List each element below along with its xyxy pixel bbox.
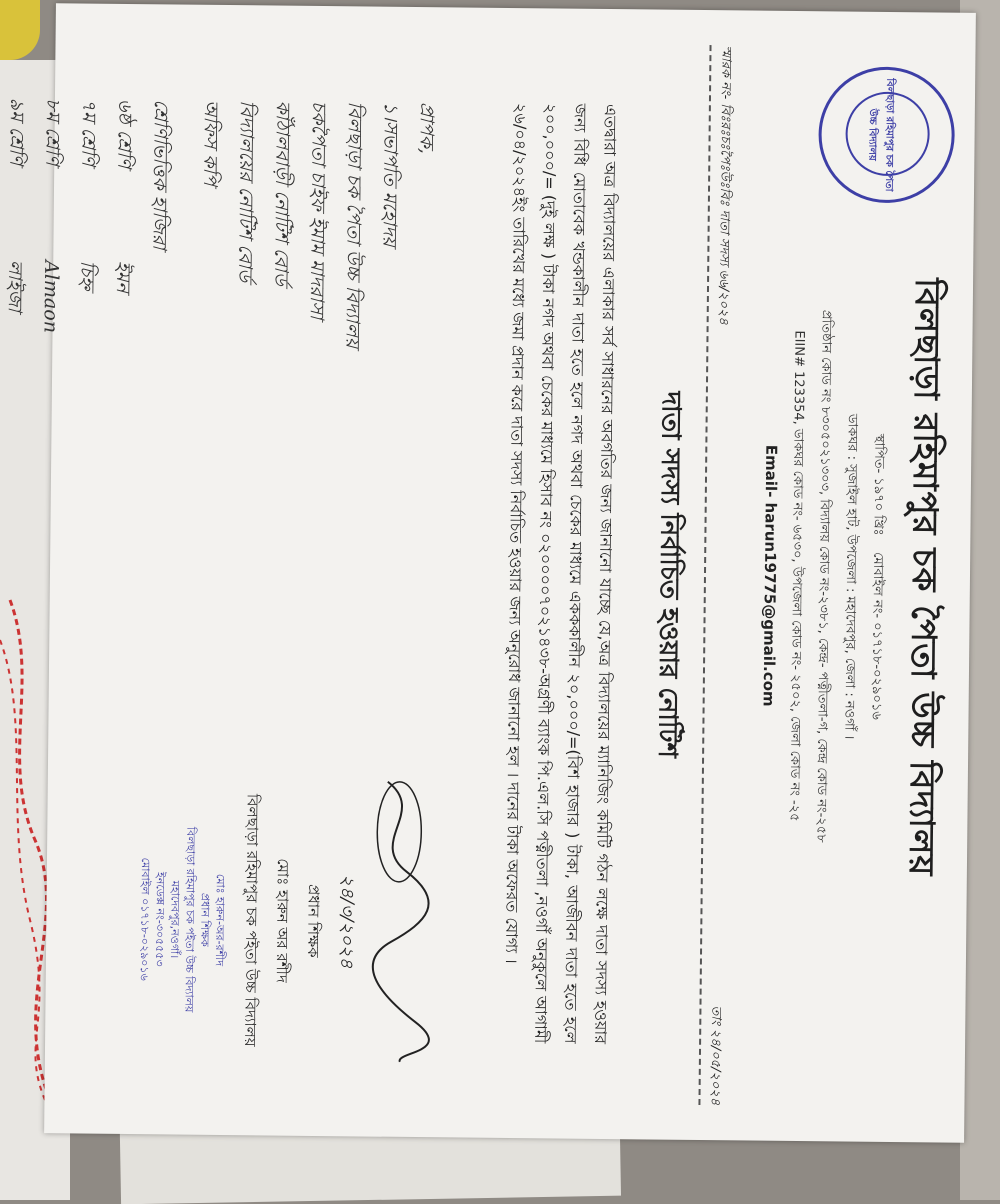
class-signature: Almaon [39, 260, 63, 334]
distribution-line: চকপৈতা চাইফ ইমাম মাদরাসা [305, 100, 330, 320]
class-name: ৮ম শ্রেণি [41, 98, 64, 166]
distribution-line: অফিস কপি [199, 99, 222, 186]
headmaster-stamp [136, 809, 228, 1030]
handwritten-distribution [0, 97, 445, 622]
distribution-heading: প্রাপক, [415, 101, 438, 155]
class-name: ৬ষ্ঠ শ্রেণি [113, 98, 136, 169]
established: স্থাপিত- ১৯৭০ খ্রিঃ [870, 433, 887, 536]
memo-number: স্মারক নং- বিঃরঃচঃপৈঃউঃবিঃ দাতা সদস্য ৬৬/২০২৪ [715, 45, 734, 325]
class-name: ৯ম শ্রেণি [5, 97, 28, 166]
eiin-line: EIIN# 123354, ডাকঘর কোড নং- ৬৫৩০, উপজেলা কোড নং- ২৫০২, জেলা কোড নং -২৫ [786, 330, 807, 822]
class-heading: শ্রেণিভিত্তিক হাজিরা [148, 99, 172, 250]
school-name: বিলছাড়া রহিমাপুর চক পৈতা উচ্চ বিদ্যালয় [900, 278, 948, 877]
stamp-line: প্রধান শিক্ষক [198, 892, 212, 947]
class-row [30, 98, 71, 618]
signature-role: প্রধান শিক্ষক [303, 884, 323, 958]
class-row [0, 98, 35, 618]
class-signature: চিহ্ন [75, 260, 99, 291]
headmaster-signature [364, 772, 438, 1073]
codes-line: প্রতিষ্ঠান কোড নং ৮৩০৫০২১৩০৩, বিদ্যালয় কোড নং-২৩৮১, কেন্দ্র- পত্নীতলা-গ, কেন্দ্র কোড নং-২৫৮ [813, 309, 834, 843]
email-line: Email- harun19775@gmail.com [759, 444, 781, 707]
stamp-line: বিলছাড়া রহিমাপুর চক পইতা উচ্চ বিদ্যালয় [182, 826, 198, 1013]
letterhead [755, 26, 956, 1128]
background-yellow-object [0, 0, 40, 60]
notice-sheet [3, 3, 976, 1143]
signature-school: বিলছাড়া রহিমাপুর চক পইতা উচ্চ বিদ্যালয় [241, 793, 262, 1047]
distribution-line: ১।সভাপতি মহোদয় [378, 101, 402, 247]
notice-body: এতদ্বারা অত্র বিদ্যালয়ের এলাকার সর্ব সাধারনের অবগতির জন্য জানানো যাচ্ছে যে,অত্র বিদ্যালয়ের ম্যানিজিং কমিটি গঠন লক্ষে দাতা সদস্য হওয়ার জন্য বিধি মোতাবেক খন্ডকালীন দাতা হতে হলে নগদ অথবা চেকের মাধ্যমে একককালীন ২০,০০০/=(বিশ হাজার ) টাকা, আজীবন দাতা হতে হলে ২০০,০০০/= (দুই লক্ষ ) টাকা নগদ অথবা চেকের মাধ্যমে হিসাব নং ০২০০০০৭০২১৪৩৮-অগ্রণী ব্যাংক পি.এল.সি পত্নীতলা ,নওগাঁ অনুকুলে আগামী ২৬/০৪/২০২৪ইং তারিখের মধ্যে জমা প্রদান করে দাতা সদস্য নির্বাচিত হওয়ার জন্য অনুরোধ জানানো হল । দানের টাকা অফেরত যোগ্য । [501, 102, 620, 1045]
class-signature: ইমন [111, 260, 135, 293]
class-signature: লাইজা [3, 259, 27, 312]
notice-page-rotated [3, 18, 965, 1127]
distribution-line: বিলছাড়া চক পৈতা উচ্চ বিদ্যালয় [341, 101, 366, 349]
stamp-line: মহাদেবপুর,নওগাঁ। [167, 880, 182, 959]
mobile-number: মোবাইল নং- ০১৭১৮-০২৯০১৬ [868, 552, 886, 720]
signature-date: ২৪/৩/২০২৪ [335, 874, 358, 969]
address-line: ডাকঘর : সুজাইল হাট, উপজেলা : মহাদেবপুর, জেলা : নওগাঁ । [841, 413, 860, 740]
stamp-line: ইনডেক্স নং-৩০৫৫৫৩ [152, 872, 167, 967]
distribution-line: কাঁঠালবাড়ী নোটিশ বোর্ড [269, 100, 294, 286]
memo-date: তাং ২৪/০৫/২০২৪ [707, 1005, 724, 1106]
class-row [101, 99, 142, 619]
stamp-line: মোবাইল ০১৭১৮-০২৯০১৬ [137, 857, 152, 981]
class-row [66, 98, 107, 618]
notice-title: দাতা সদস্য নির্বাচিত হওয়ার নোটিশ [652, 391, 686, 759]
seal-text: বিলছাড়া রহিমাপুর চক পৈতা উচ্চ বিদ্যালয় [866, 78, 896, 192]
stamp-line: মোঃ হারুন-অর-রশীদ [212, 873, 227, 967]
signature-name: মোঃ হারুন অর রশীদ [272, 858, 292, 983]
class-name: ৭ম শ্রেণি [77, 98, 100, 167]
signature-block [136, 759, 438, 1082]
distribution-line: বিদ্যালয়ের নোটিশ বোর্ড [234, 100, 258, 283]
memo-row [698, 45, 735, 1105]
